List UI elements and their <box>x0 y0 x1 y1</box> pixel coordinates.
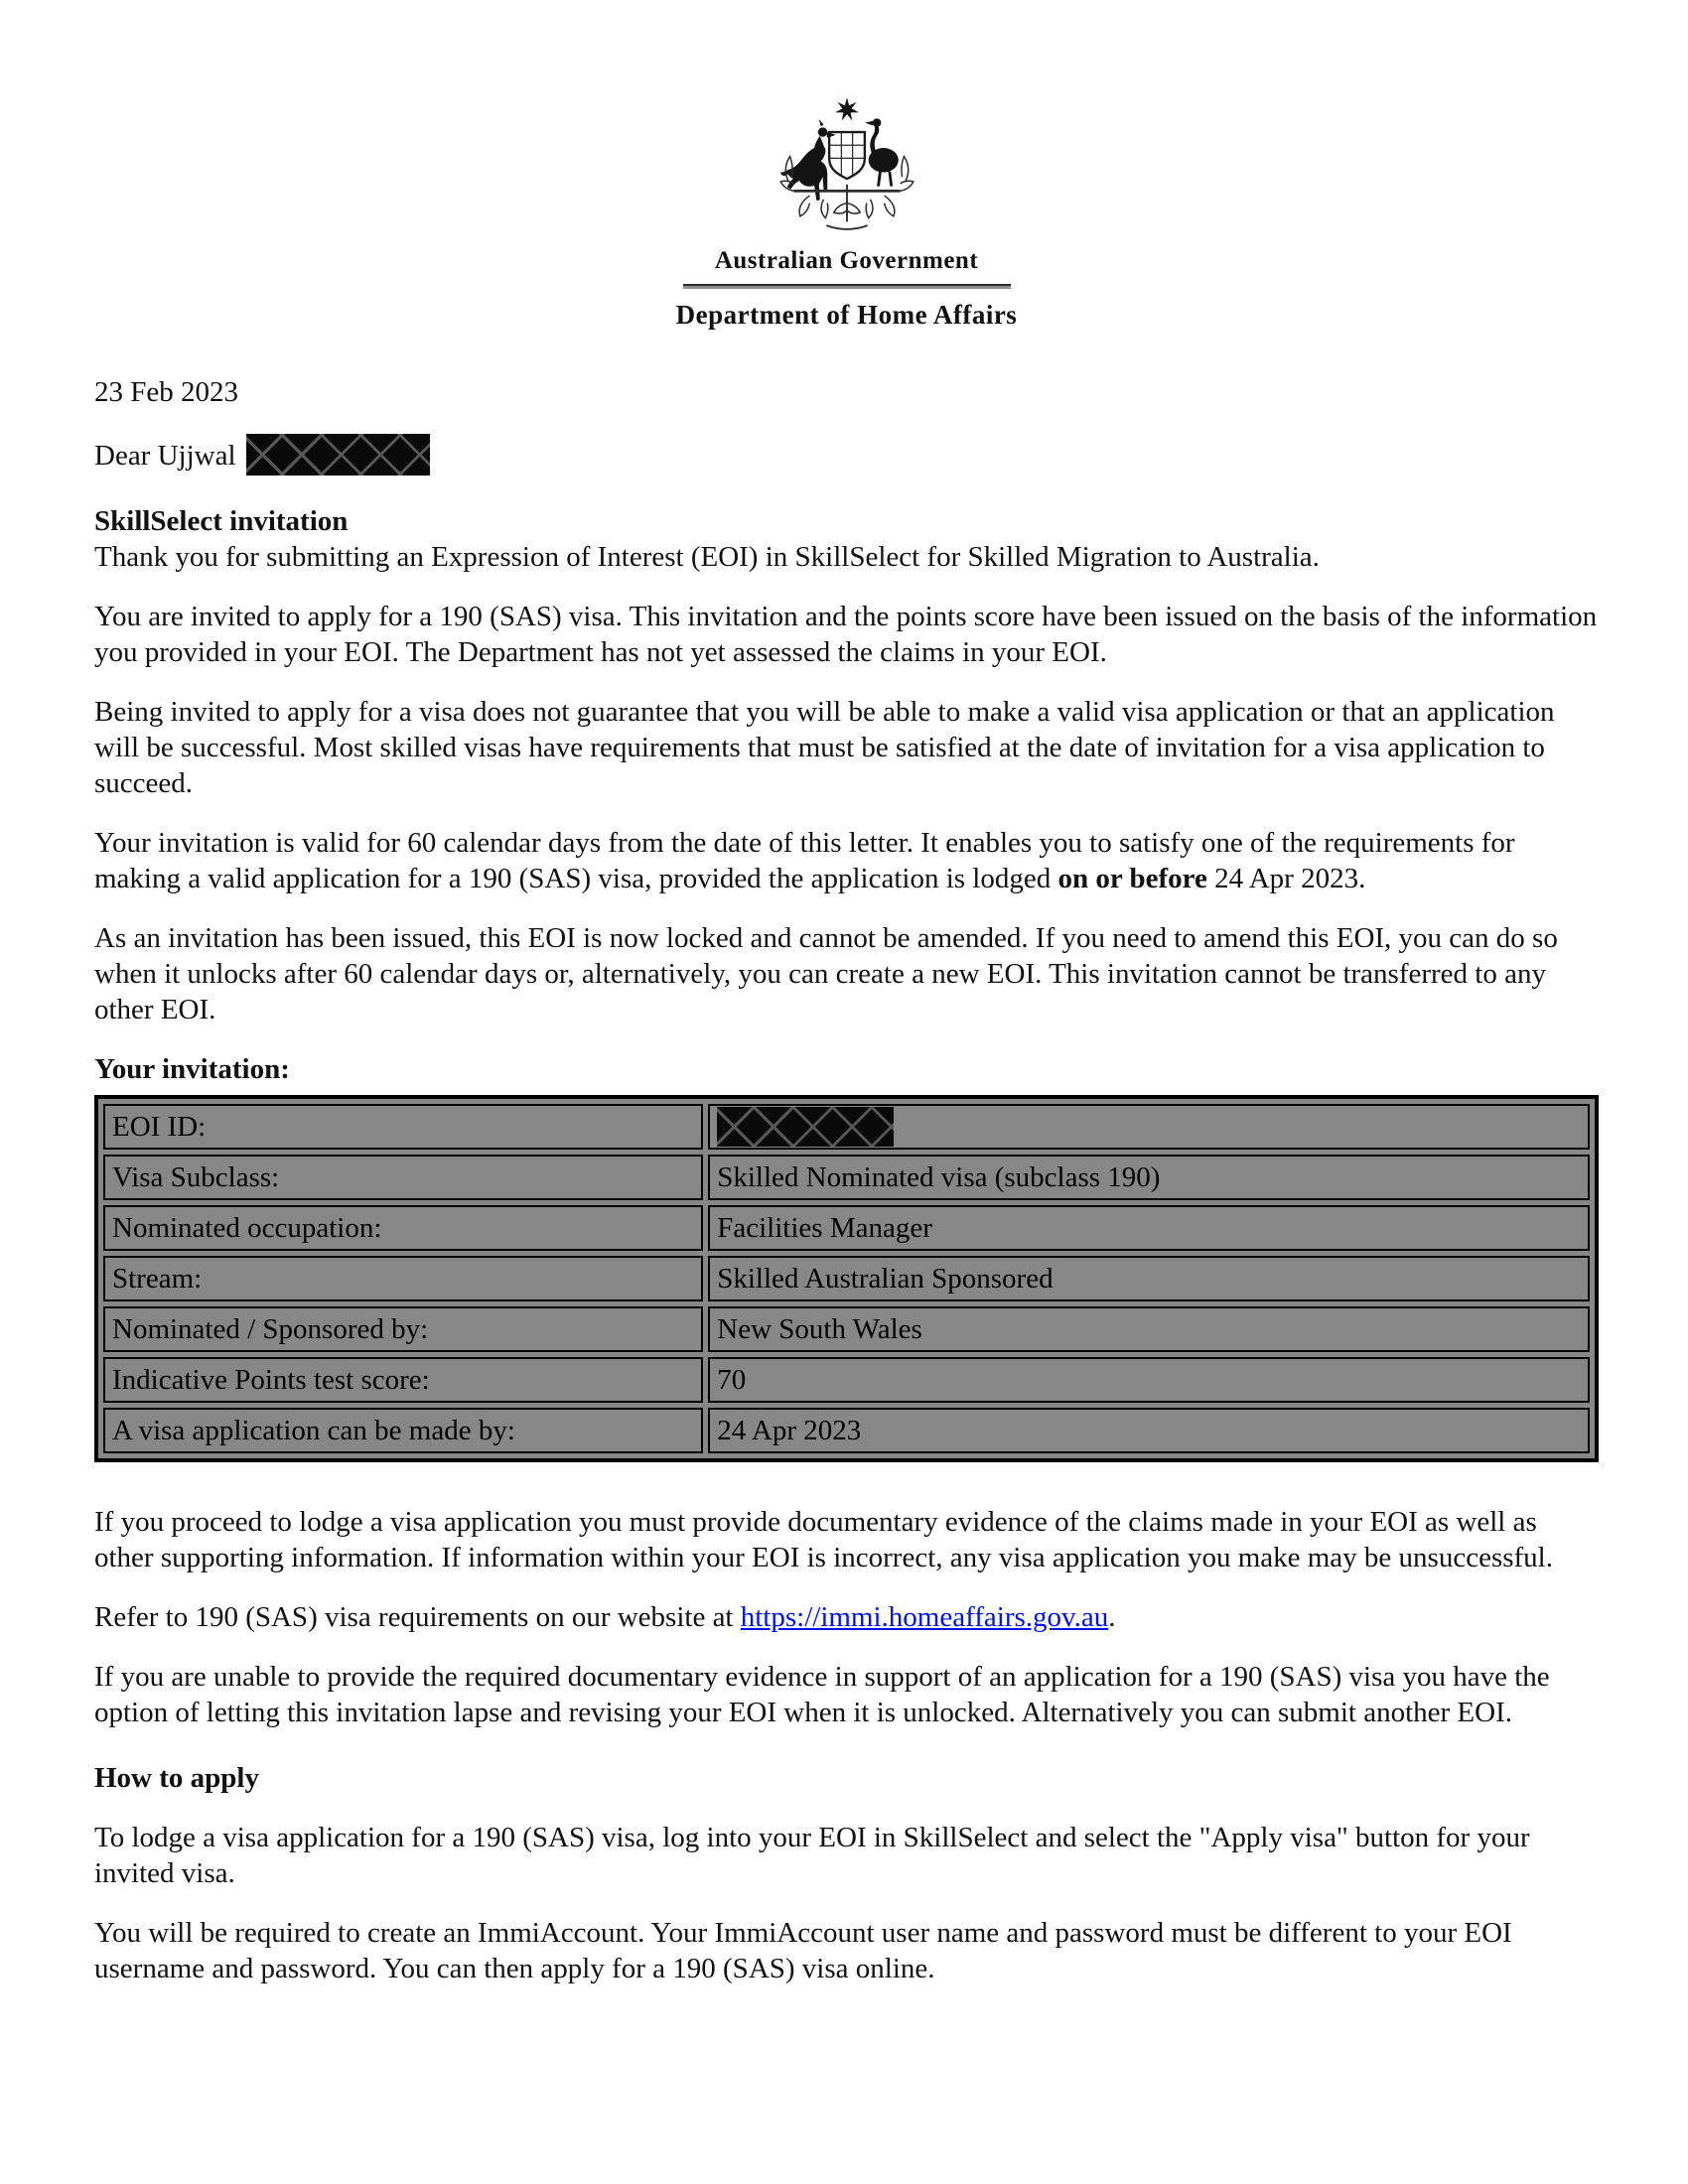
row-label: Nominated / Sponsored by: <box>103 1306 703 1352</box>
invited-paragraph: You are invited to apply for a 190 (SAS) visa. This invitation and the points score have been issued on the basis of the information you provided in your EOI. The Department has not yet assessed the claims in your EOI. <box>94 601 1598 668</box>
refer-text-pre: Refer to 190 (SAS) visa requirements on our website at <box>94 1601 741 1633</box>
validity-text-post: 24 Apr 2023. <box>1206 863 1366 894</box>
redacted-name-box <box>246 434 430 476</box>
homeaffairs-link[interactable]: https://immi.homeaffairs.gov.au <box>740 1601 1109 1633</box>
greeting-text: Dear Ujjwal <box>94 440 236 472</box>
validity-text-pre: Your invitation is valid for 60 calendar days from the date of this letter. It enables you to satisfy one of the requirements for making a valid application for a 190 (SAS) visa, provided the application is lodged <box>94 827 1515 894</box>
validity-text-bold: on or before <box>1057 863 1207 894</box>
table-row <box>103 1256 1590 1301</box>
letter-date: 23 Feb 2023 <box>94 376 238 408</box>
invitation-table <box>94 1095 1599 1462</box>
table-row <box>103 1408 1590 1453</box>
table-row <box>103 1104 1590 1150</box>
locked-paragraph: As an invitation has been issued, this EOI is now locked and cannot be amended. If you need to amend this EOI, you can do so when it unlocks after 60 calendar days or, alternatively, you can create a new EOI. This invitation cannot be transferred to any other EOI. <box>94 922 1558 1025</box>
immiaccount-paragraph: You will be required to create an ImmiAccount. Your ImmiAccount user name and password must be different to your EOI username and password. You can then apply for a 190 (SAS) visa online. <box>94 1917 1512 1984</box>
row-label: Indicative Points test score: <box>103 1357 703 1403</box>
row-value: New South Wales <box>708 1306 1590 1352</box>
greeting-line <box>94 432 1599 479</box>
row-label: EOI ID: <box>103 1104 703 1150</box>
kangaroo-silhouette <box>780 119 836 201</box>
guarantee-paragraph: Being invited to apply for a visa does not guarantee that you will be able to make a valid visa application or that an application will be successful. Most skilled visas have requirements that must be satisfied at the date of invitation for a visa application to succeed. <box>94 696 1555 799</box>
validity-paragraph <box>94 825 1599 896</box>
invitation-table-body <box>103 1104 1590 1453</box>
table-row <box>103 1306 1590 1352</box>
government-title: Australian Government <box>714 247 979 274</box>
row-label: Visa Subclass: <box>103 1155 703 1200</box>
row-value: Skilled Australian Sponsored <box>708 1256 1590 1301</box>
row-value <box>708 1104 1590 1150</box>
lodge-paragraph: To lodge a visa application for a 190 (SAS) visa, log into your EOI in SkillSelect and select the "Apply visa" button for your invited visa. <box>94 1822 1530 1889</box>
table-row <box>103 1155 1590 1200</box>
row-value: Facilities Manager <box>708 1205 1590 1251</box>
refer-text-post: . <box>1108 1601 1116 1633</box>
table-row <box>103 1357 1590 1403</box>
proceed-paragraph: If you proceed to lodge a visa application you must provide documentary evidence of the claims made in your EOI as well as other supporting information. If information within your EOI is incorrect, any visa application you make may be unsuccessful. <box>94 1506 1553 1573</box>
row-label: A visa application can be made by: <box>103 1408 703 1453</box>
your-invitation-heading: Your invitation: <box>94 1053 290 1085</box>
intro-paragraph: Thank you for submitting an Expression of Interest (EOI) in SkillSelect for Skilled Migration to Australia. <box>94 541 1320 573</box>
how-to-apply-heading: How to apply <box>94 1762 259 1794</box>
row-label: Stream: <box>103 1256 703 1301</box>
department-title: Department of Home Affairs <box>675 300 1018 330</box>
row-value: 70 <box>708 1357 1590 1403</box>
skillselect-heading: SkillSelect invitation <box>94 505 349 537</box>
emu-silhouette <box>864 118 898 186</box>
unable-paragraph: If you are unable to provide the required documentary evidence in support of an application for a 190 (SAS) visa you have the option of letting this invitation lapse and revising your EOI when it is unlocked. Alternatively you can submit another EOI. <box>94 1661 1550 1728</box>
row-value: 24 Apr 2023 <box>708 1408 1590 1453</box>
refer-paragraph <box>94 1599 1599 1635</box>
row-value: Skilled Nominated visa (subclass 190) <box>708 1155 1590 1200</box>
redacted-eoi-id-box <box>717 1107 894 1147</box>
australian-coat-of-arms-icon <box>768 91 926 238</box>
header-divider <box>683 284 1011 289</box>
row-label: Nominated occupation: <box>103 1205 703 1251</box>
table-row <box>103 1205 1590 1251</box>
letterhead <box>94 91 1599 331</box>
